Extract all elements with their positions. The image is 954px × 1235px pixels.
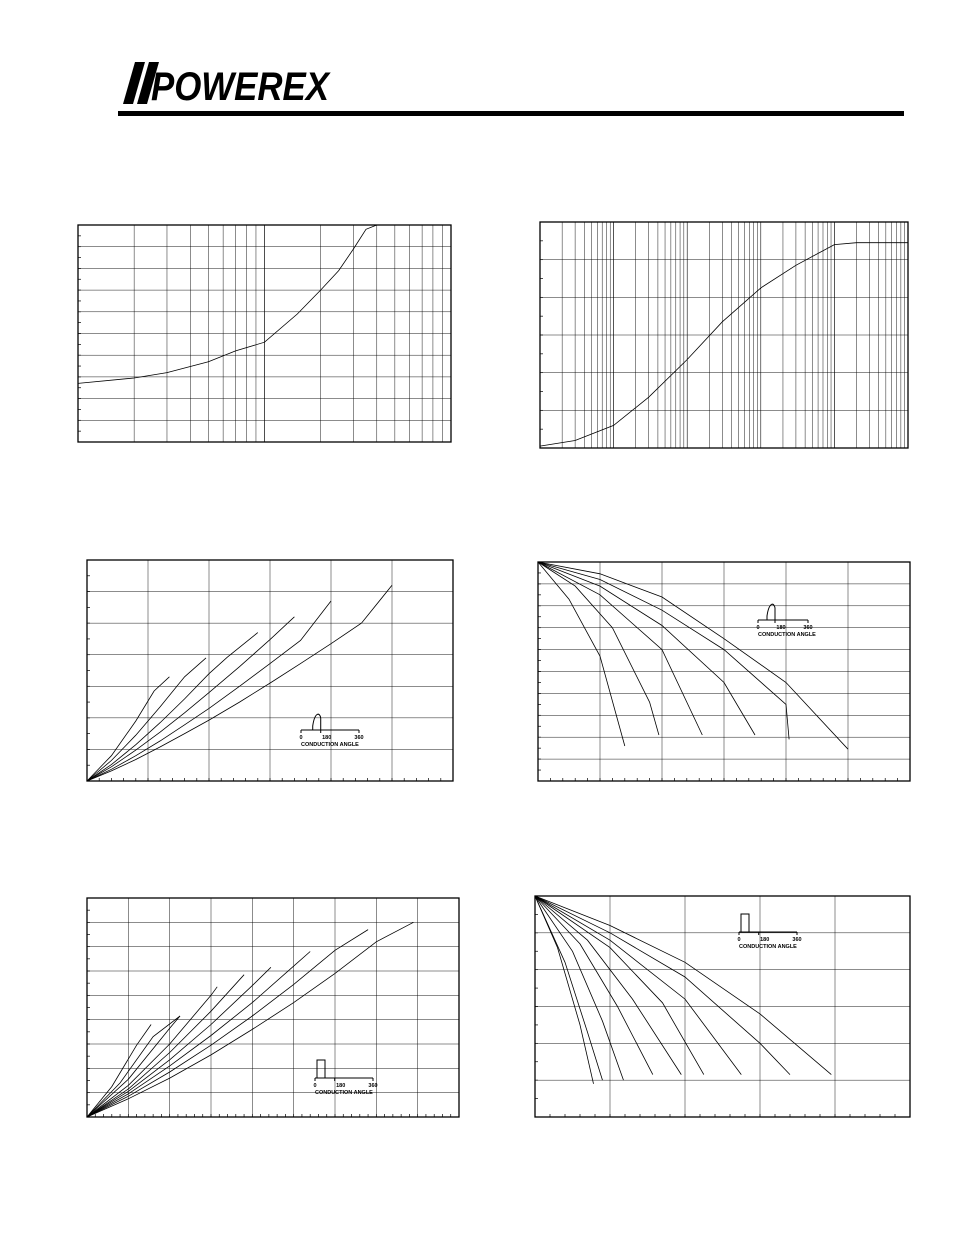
inset-tick-label: 0 [756,625,760,631]
chart-1-series-1 [78,225,377,383]
conduction-angle-label: CONDUCTION ANGLE [301,742,359,748]
half-sine-waveform-icon [767,604,775,620]
conduction-angle-inset [313,1060,377,1096]
conduction-angle-label: CONDUCTION ANGLE [315,1090,373,1096]
chart-6-series-9 [535,896,594,1084]
chart-6-series-3 [535,896,741,1075]
inset-tick-label: 180 [760,937,770,943]
inset-tick-label: 360 [354,735,364,741]
inset-tick-label: 0 [737,937,741,943]
chart-6-series-1 [535,896,831,1075]
conduction-angle-label: CONDUCTION ANGLE [739,944,797,950]
chart-4 [538,562,910,781]
chart-4-series-1 [538,562,848,749]
inset-tick-label: 0 [299,735,303,741]
chart-4-series-4 [538,562,702,735]
chart-6-series-6 [535,896,653,1075]
inset-tick-label: 0 [313,1083,317,1089]
chart-5-series-8 [87,1016,180,1117]
chart-3-series-3 [87,617,294,781]
chart-6-series-8 [535,896,603,1080]
chart-4-series-2 [538,562,789,739]
inset-tick-label: 180 [776,625,786,631]
half-sine-waveform-icon [313,714,321,730]
logo-wordmark: POWEREX [151,65,332,109]
chart-4-series-6 [538,562,625,746]
chart-4-series-5 [538,562,659,735]
chart-3-series-1 [87,585,392,781]
powerex-logo [123,62,333,109]
inset-tick-label: 180 [336,1083,346,1089]
inset-tick-label: 360 [803,625,813,631]
chart-2-series-1 [540,243,908,446]
header-rule [118,111,904,116]
chart-6-series-5 [535,896,681,1075]
rectangular-waveform-icon [317,1060,325,1078]
chart-5 [87,898,459,1117]
chart-3 [87,560,453,781]
chart-5-series-4 [87,967,271,1117]
chart-5-series-3 [87,952,310,1118]
conduction-angle-label: CONDUCTION ANGLE [758,632,816,638]
inset-tick-label: 360 [792,937,802,943]
inset-tick-label: 180 [322,735,332,741]
rectangular-waveform-icon [741,914,749,932]
chart-2 [540,222,908,448]
chart-5-series-7 [87,1016,180,1117]
inset-tick-label: 360 [368,1083,378,1089]
conduction-angle-inset [756,604,816,638]
chart-5-series-6 [87,987,217,1117]
conduction-angle-inset [299,714,363,748]
chart-3-series-6 [87,677,169,781]
chart-6 [535,896,910,1117]
chart-1 [78,225,451,442]
chart-5-series-2 [87,930,368,1117]
conduction-angle-inset [737,914,801,950]
